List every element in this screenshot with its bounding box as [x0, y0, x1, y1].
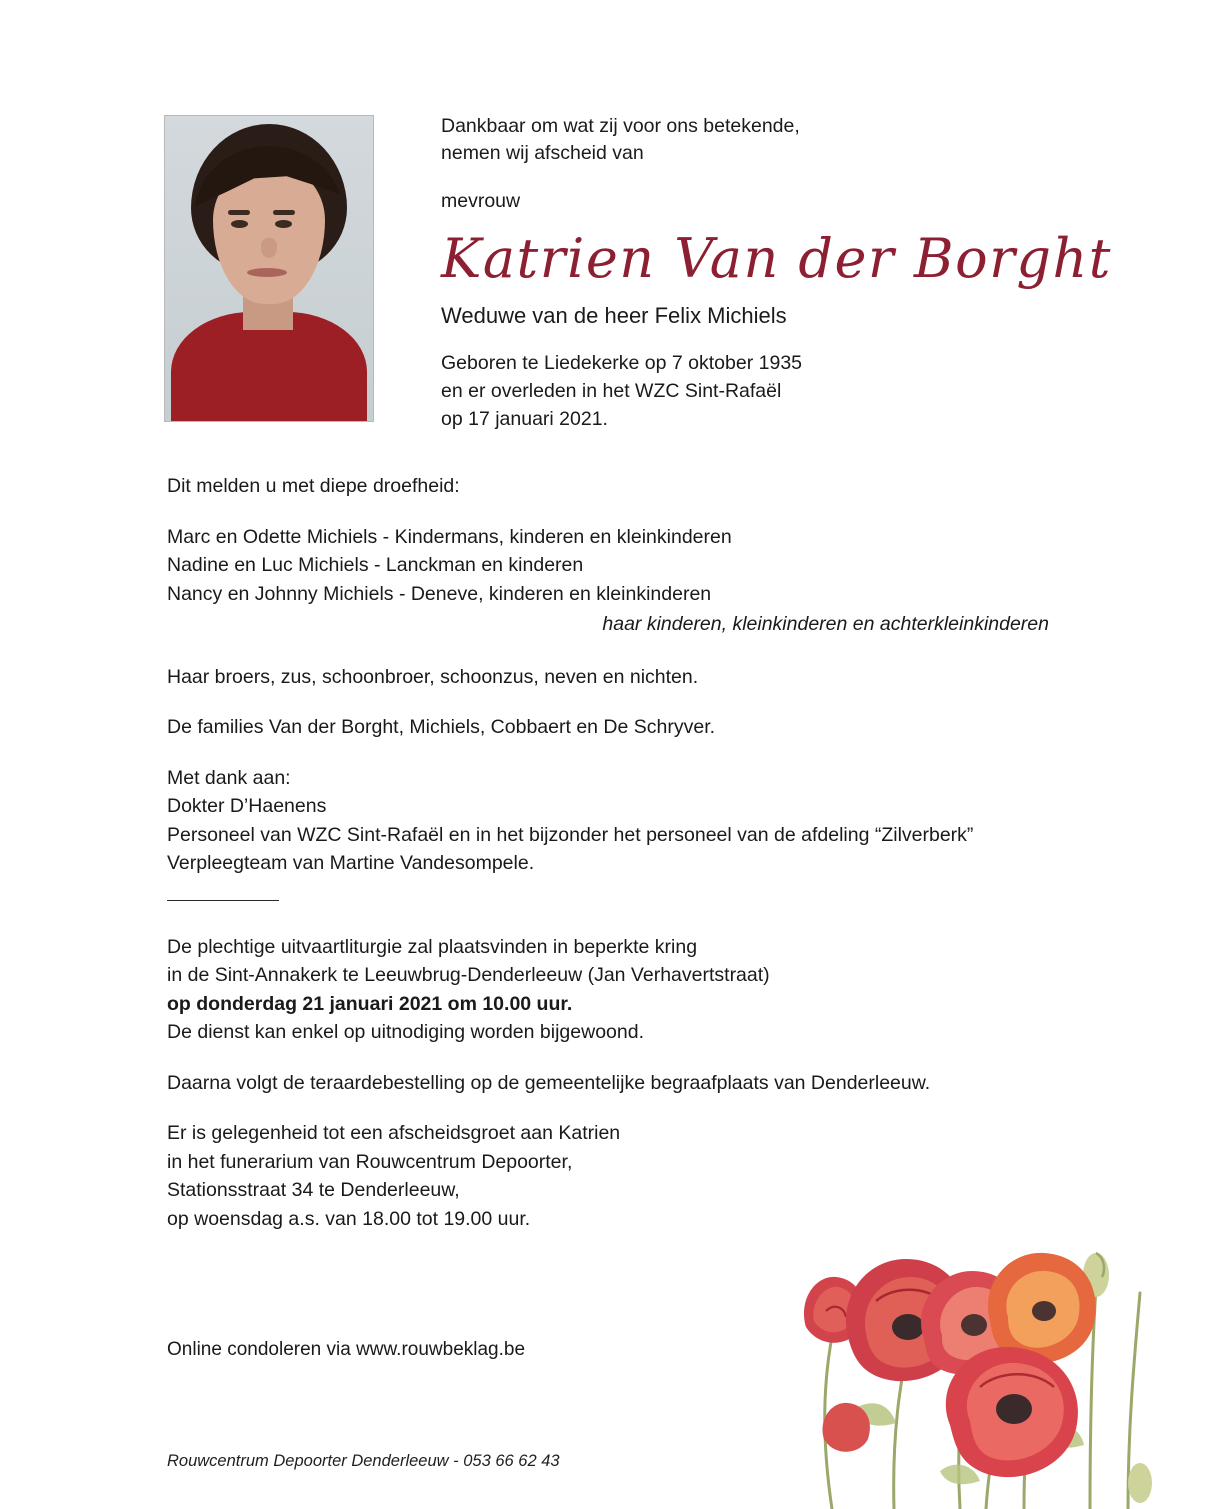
thanks-line-1: Dokter D’Haenens: [167, 795, 327, 817]
family-line-3: Nancy en Johnny Michiels - Deneve, kinderen en kleinkinderen: [167, 582, 712, 605]
intro-line-2: nemen wij afscheid van: [441, 142, 644, 164]
salutation: mevrouw: [441, 190, 521, 212]
body-block: [167, 472, 1067, 1233]
thanks-line-2: Personeel van WZC Sint-Rafaël en in het bijzonder het personeel van de afdeling “Zilverberk”: [167, 823, 974, 846]
family-note: haar kinderen, kleinkinderen en achterkleinkinderen: [602, 613, 1049, 635]
thanks-intro: Met dank aan:: [167, 766, 291, 789]
farewell-line-1: Er is gelegenheid tot een afscheidsgroet aan Katrien: [167, 1122, 621, 1144]
funeral-home-footer: Rouwcentrum Depoorter Denderleeuw - 053 66 62 43: [167, 1452, 560, 1470]
families-line: De families Van der Borght, Michiels, Cobbaert en De Schryver.: [167, 716, 716, 738]
intro-text: [441, 113, 1141, 167]
service-line-2: in de Sint-Annakerk te Leeuwbrug-Denderleeuw (Jan Verhavertstraat): [167, 964, 770, 986]
service-datetime: op donderdag 21 januari 2021 om 10.00 uur.: [167, 992, 573, 1015]
deceased-name: Katrien Van der Borght: [441, 227, 1112, 290]
relatives-line: Haar broers, zus, schoonbroer, schoonzus, neven en nichten.: [167, 665, 699, 688]
service-line-1: De plechtige uitvaartliturgie zal plaatsvinden in beperkte kring: [167, 935, 698, 958]
announce-intro: Dit melden u met diepe droefheid:: [167, 475, 460, 497]
farewell-line-3: Stationsstraat 34 te Denderleeuw,: [167, 1179, 460, 1201]
portrait-mouth: [247, 268, 287, 277]
birth-death-block: [441, 349, 1141, 433]
thanks-block: [167, 764, 1067, 878]
thanks-line-3: Verpleegteam van Martine Vandesompele.: [167, 852, 535, 874]
portrait-brow-right: [273, 210, 295, 215]
portrait-photo: [164, 115, 374, 422]
family-list: [167, 523, 1067, 609]
burial-line: Daarna volgt de teraardebestelling op de gemeentelijke begraafplaats van Denderleeuw.: [167, 1071, 931, 1094]
portrait-brow-left: [228, 210, 250, 215]
farewell-block: [167, 1119, 1067, 1233]
section-divider: [167, 900, 279, 901]
birth-line-2: en er overleden in het WZC Sint-Rafaël: [441, 380, 782, 402]
farewell-line-2: in het funerarium van Rouwcentrum Depoorter,: [167, 1150, 573, 1173]
farewell-line-4: op woensdag a.s. van 18.00 tot 19.00 uur.: [167, 1207, 531, 1230]
online-condolence-line: Online condoleren via www.rouwbeklag.be: [167, 1339, 526, 1360]
family-line-2: Nadine en Luc Michiels - Lanckman en kinderen: [167, 554, 584, 576]
portrait-eye-left: [231, 220, 248, 228]
intro-line-1: Dankbaar om wat zij voor ons betekende,: [441, 115, 800, 137]
header-block: [441, 113, 1141, 433]
portrait-eye-right: [275, 220, 292, 228]
portrait-nose: [261, 238, 277, 258]
service-note: De dienst kan enkel op uitnodiging worden bijgewoond.: [167, 1021, 644, 1043]
birth-line-3: op 17 januari 2021.: [441, 408, 608, 430]
birth-line-1: Geboren te Liedekerke op 7 oktober 1935: [441, 352, 803, 374]
portrait-image: [165, 116, 373, 421]
spouse-line: Weduwe van de heer Felix Michiels: [441, 303, 787, 328]
service-block: [167, 933, 1067, 1047]
family-line-1: Marc en Odette Michiels - Kindermans, kinderen en kleinkinderen: [167, 525, 732, 548]
